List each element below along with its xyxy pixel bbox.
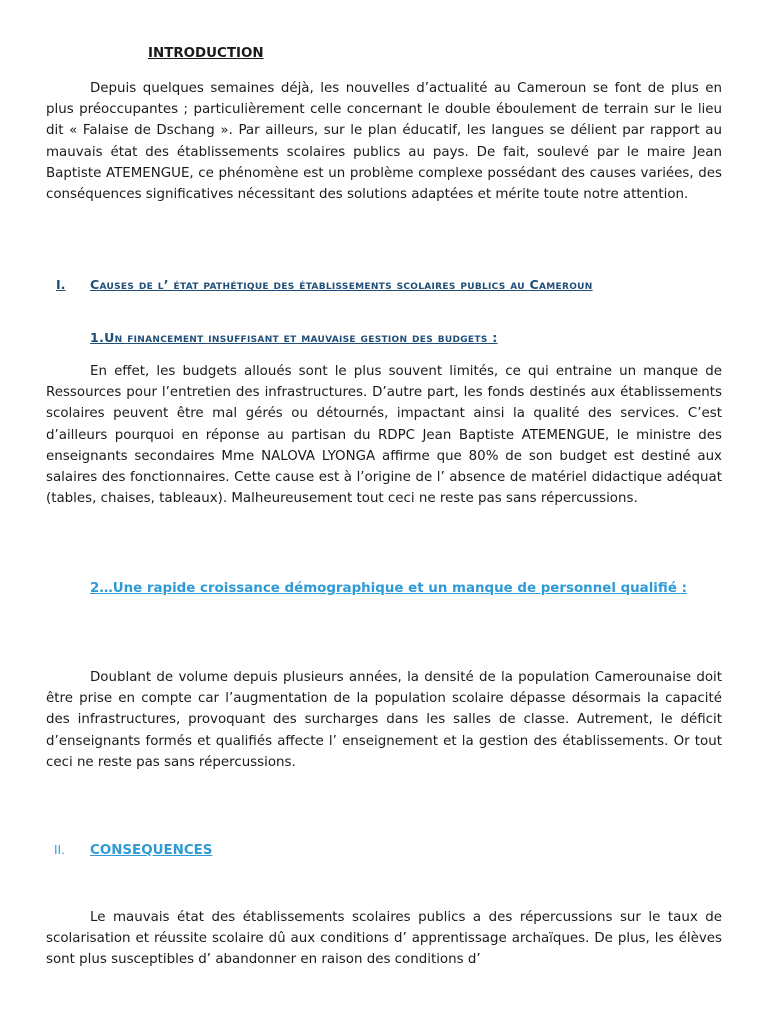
document-title: INTRODUCTION — [148, 46, 264, 61]
subsection-1-paragraph: En effet, les budgets alloués sont le plus souvent limités, ce qui entraine un manque de Ressources pour l’entretien des infrastructures. D’autre part, les fonds destinés aux établissements scolaires peuvent être mal gérés ou détournés, impactant ainsi la qualité des services. C’est d’ailleurs pourquoi en réponse au partisan du RDPC Jean Baptiste ATEMENGUE, le ministre des enseignants secondaires Mme NALOVA LYONGA affirme que 80% de son budget est destiné aux salaires des fonctionnaires. Cette cause est à l’origine de l’ absence de matériel didactique adéquat (tables, chaises, tableaux). Malheureusement tout ceci ne reste pas sans répercussions. — [46, 364, 722, 507]
subsection-2-heading: 2…Une rapide croissance démographique et un manque de personnel qualifié : — [90, 581, 687, 596]
section-2-paragraph: Le mauvais état des établissements scolaires publics a des répercussions sur le taux de scolarisation et réussite scolaire dû aux conditions d’ apprentissage archaïques. De plus, les élèves sont plus susceptibles d’ abandonner en raison des conditions d’ — [46, 910, 722, 968]
subsection-1-heading: 1.Un financement insuffisant et mauvaise gestion des budgets : — [90, 330, 498, 345]
section-1-title: Causes de l’ état pathétique des établissements scolaires publics au Cameroun — [90, 277, 593, 292]
section-1-number: I. — [56, 277, 66, 292]
section-2-number: II. — [54, 843, 65, 857]
subsection-2-paragraph: Doublant de volume depuis plusieurs années, la densité de la population Camerounaise doit être prise en compte car l’augmentation de la population scolaire dépasse désormais la capacité des infrastructures, provoquant des surcharges dans les salles de classe. Autrement, le déficit d’enseignants formés et qualifiés affecte l’ enseignement et la gestion des établissements. Or tout ceci ne reste pas sans répercussions. — [46, 670, 722, 770]
section-2-title: CONSEQUENCES — [90, 843, 213, 858]
section-2-heading — [54, 840, 212, 861]
section-1-heading — [46, 274, 722, 295]
intro-paragraph: Depuis quelques semaines déjà, les nouvelles d’actualité au Cameroun se font de plus en plus préoccupantes ; particulièrement celle concernant le double éboulement de terrain sur le lieu dit « Falaise de Dschang ». Par ailleurs, sur le plan éducatif, les langues se délient par rapport au mauvais état des établissements scolaires publics au pays. De fait, soulevé par le maire Jean Baptiste ATEMENGUE, ce phénomène est un problème complexe possédant des causes variées, des conséquences significatives nécessitant des solutions adaptées et mérite toute notre attention. — [46, 81, 722, 203]
